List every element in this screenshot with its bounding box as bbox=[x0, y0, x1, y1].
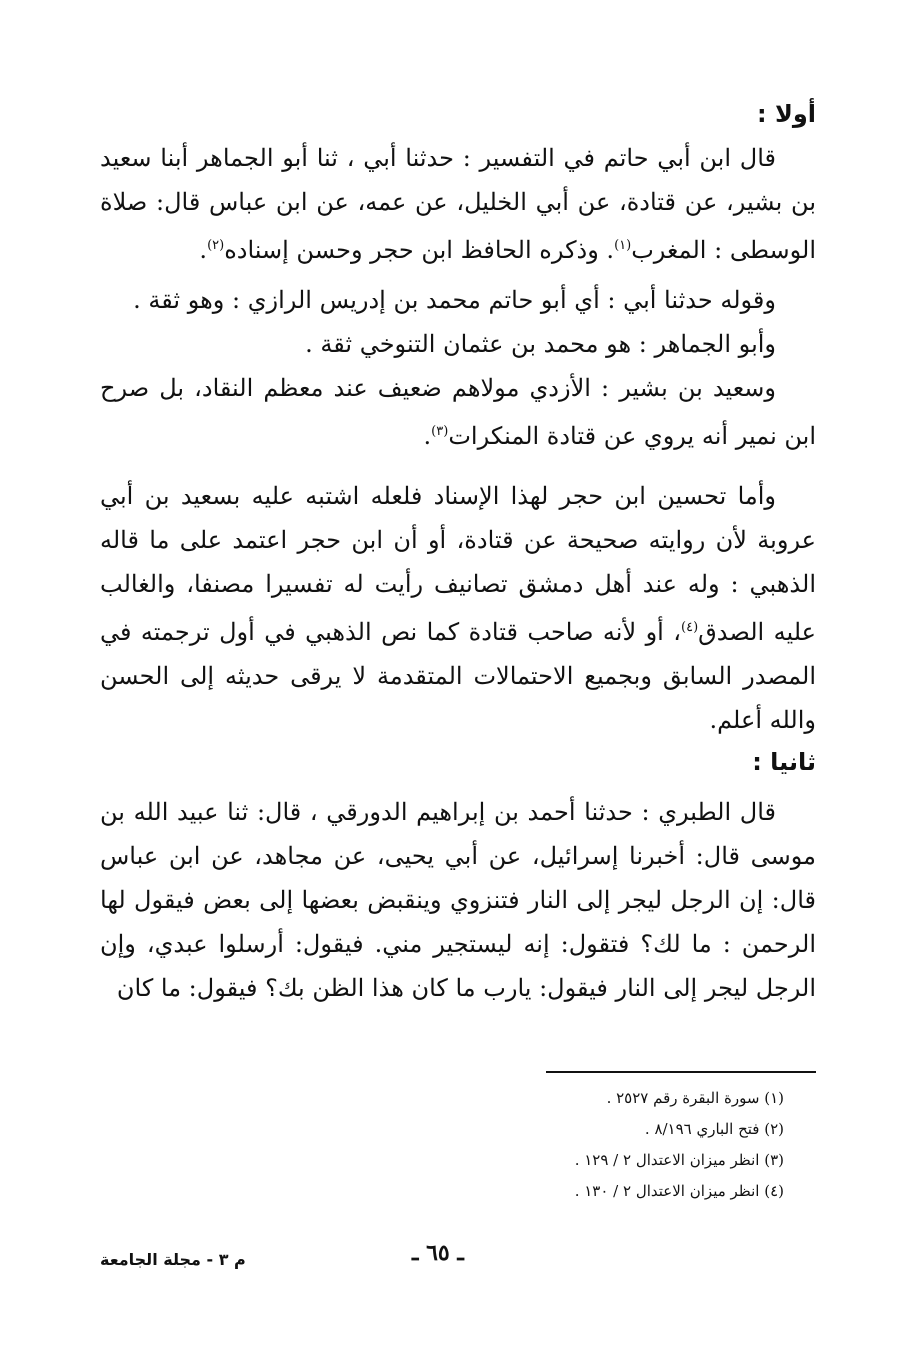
paragraph-text: قال ابن أبي حاتم في التفسير : حدثنا أبي ، ثنا أبو الجماهر أبنا سعيد بن بشير، عن قتادة، عن أبي الخليل، عن عمه، عن ابن عباس قال: صلاة الوسطى : المغرب bbox=[100, 144, 816, 264]
paragraph bbox=[100, 322, 816, 366]
paragraph-text: وسعيد بن بشير : الأزدي مولاهم ضعيف عند معظم النقاد، بل صرح ابن نمير أنه يروي عن قتادة المنكرات bbox=[100, 374, 816, 450]
page-number: ـ ٦٥ ـ bbox=[412, 1240, 464, 1266]
paragraph bbox=[100, 278, 816, 322]
footnote-ref: (٤) bbox=[681, 620, 699, 635]
footnote-ref: (٣) bbox=[431, 424, 449, 439]
paragraph-text: . bbox=[423, 422, 432, 450]
paragraph bbox=[100, 790, 816, 1010]
paragraph-text: وأبو الجماهر : هو محمد بن عثمان التنوخي ثقة . bbox=[305, 330, 776, 358]
journal-label: م ٣ - مجلة الجامعة bbox=[100, 1250, 246, 1269]
footnote-item: (٢) فتح الباري ٨/١٩٦ . bbox=[644, 1120, 784, 1138]
paragraph-text: . وذكره الحافظ ابن حجر وحسن إسناده bbox=[224, 236, 615, 264]
heading-second: ثانيا : bbox=[752, 748, 816, 776]
footnote-separator bbox=[546, 1071, 816, 1073]
paragraph bbox=[100, 366, 816, 458]
footnote-item: (٣) انظر ميزان الاعتدال ٢ / ١٢٩ . bbox=[574, 1151, 784, 1169]
paragraph-text: . bbox=[199, 236, 208, 264]
footnotes bbox=[384, 1083, 784, 1207]
heading-first: أولا : bbox=[757, 100, 816, 128]
footnote-ref: (٢) bbox=[207, 238, 225, 253]
footnote-item: (٤) انظر ميزان الاعتدال ٢ / ١٣٠ . bbox=[574, 1182, 784, 1200]
paragraph-text: ، أو لأنه صاحب قتادة كما نص الذهبي في أول ترجمته في المصدر السابق وبجميع الاحتمالات المتقدمة لا يرقى حديثه إلى الحسن والله أعلم. bbox=[100, 618, 816, 734]
paragraph bbox=[100, 136, 816, 272]
page-body bbox=[100, 100, 816, 1010]
paragraph-text: قال الطبري : حدثنا أحمد بن إبراهيم الدورقي ، قال: ثنا عبيد الله بن موسى قال: أخبرنا إسرائيل، عن أبي يحيى، عن مجاهد، عن ابن عباس قال: إن الرجل ليجر إلى النار فتنزوي وينقبض بعضها إلى بعض فيقول لها الرحمن : ما لك؟ فتقول: إنه ليستجير مني. فيقول: أرسلوا عبدي، وإن الرجل ليجر إلى النار فيقول: يارب ما كان هذا الظن بك؟ فيقول: ما كان bbox=[100, 798, 816, 1002]
footnote-ref: (١) bbox=[614, 238, 632, 253]
paragraph-text: وأما تحسين ابن حجر لهذا الإسناد فلعله اشتبه عليه بسعيد بن أبي عروبة لأن روايته صحيحة عن قتادة، أو أن ابن حجر اعتمد على ما قاله الذهبي : وله عند أهل دمشق تصانيف رأيت له تفسيرا مصنفا، والغالب عليه الصدق bbox=[100, 482, 817, 646]
paragraph bbox=[100, 474, 816, 742]
paragraph-text: وقوله حدثنا أبي : أي أبو حاتم محمد بن إدريس الرازي : وهو ثقة . bbox=[133, 286, 776, 314]
footnote-item: (١) سورة البقرة رقم ٢٥٢٧ . bbox=[606, 1089, 784, 1107]
